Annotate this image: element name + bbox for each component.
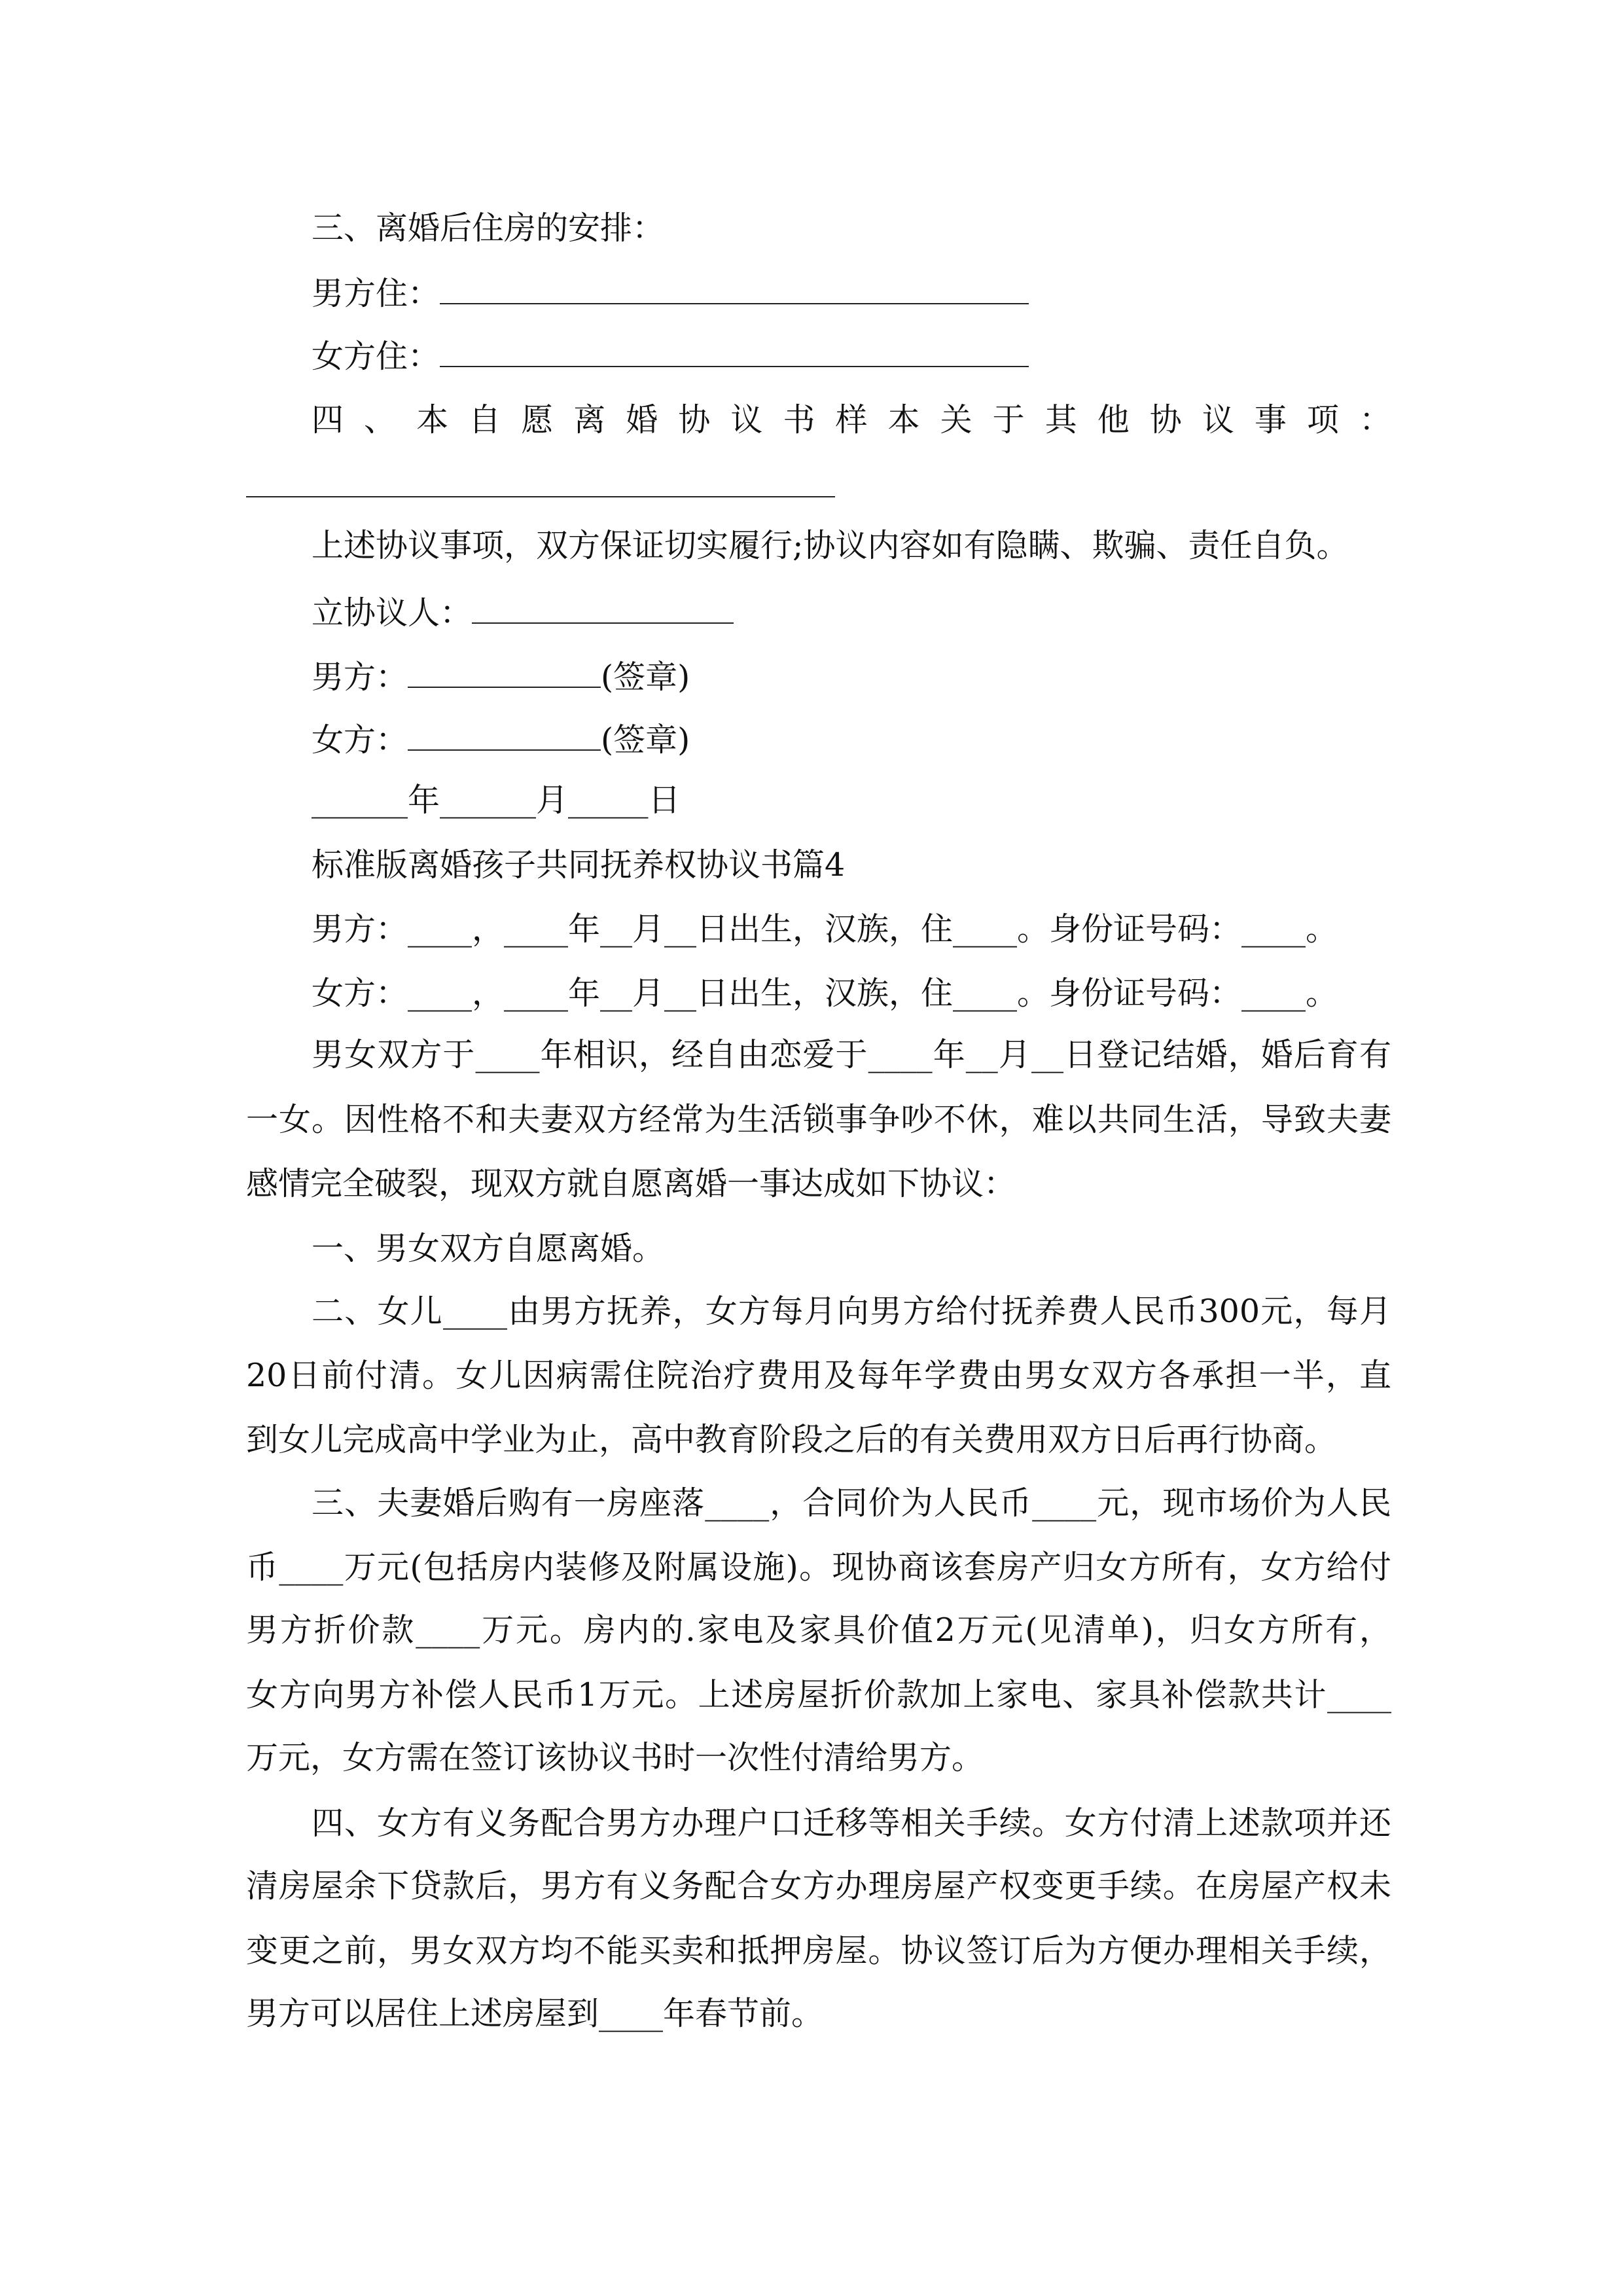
text-line <box>312 1035 1391 1075</box>
line-text: 女方：____，____年__月__日出生，汉族，住____。身份证号码：____。 <box>312 975 1338 1012</box>
line-text: ______年______月_____日 <box>312 781 681 819</box>
line-text: 男方可以居住上述房屋到____年春节前。 <box>246 1995 824 2032</box>
line-text: 标准版离婚孩子共同抚养权协议书篇4 <box>312 846 846 884</box>
text-line <box>246 1356 1391 1395</box>
line-text: 男女双方于____年相识，经自由恋爱于____年__月__日登记结婚，婚后育有 <box>312 1036 1391 1073</box>
line-text: 男方：____，____年__月__日出生，汉族，住____。身份证号码：____。 <box>312 910 1338 948</box>
line-text: 变更之前，男女双方均不能买卖和抵押房屋。协议签订后为方便办理相关手续， <box>246 1932 1391 1969</box>
line-text: 万元，女方需在签订该协议书时一次性付清给男方。 <box>246 1739 984 1776</box>
text-line <box>312 334 1391 376</box>
line-text: 男方折价款____万元。房内的.家电及家具价值2万元(见清单)，归女方所有， <box>246 1611 1391 1649</box>
seal-label: (签章) <box>601 658 690 696</box>
seal-label: (签章) <box>601 721 690 759</box>
text-line <box>246 1867 1391 1906</box>
fill-in-blank <box>440 272 1029 304</box>
line-text: 男方： <box>312 658 408 696</box>
text-line <box>312 781 1391 820</box>
text-line <box>312 1484 1391 1523</box>
line-text: 三、离婚后住房的安排： <box>312 209 665 247</box>
text-line <box>246 1611 1391 1650</box>
line-text: 女方： <box>312 721 408 759</box>
text-line <box>246 1420 1391 1460</box>
text-line <box>312 1292 1391 1331</box>
text-line <box>312 910 1391 949</box>
blank-line-other-matters <box>246 496 835 497</box>
fill-in-blank <box>408 655 601 688</box>
line-text: 四、本自愿离婚协议书样本关于其他协议事项： <box>312 401 1391 439</box>
line-text: 感情完全破裂，现双方就自愿离婚一事达成如下协议： <box>246 1165 1016 1202</box>
line-text: 币____万元(包括房内装修及附属设施)。现协商该套房产归女方所有，女方给付 <box>246 1549 1391 1586</box>
line-text: 一女。因性格不和夫妻双方经常为生活锁事争吵不休，难以共同生活，导致夫妻 <box>246 1101 1391 1138</box>
fill-in-blank <box>472 591 734 624</box>
line-text: 男方住： <box>312 275 440 312</box>
text-line <box>312 655 1391 697</box>
line-text: 女方住： <box>312 338 440 375</box>
text-line <box>246 1676 1391 1715</box>
text-line <box>312 401 1391 440</box>
line-text: 一、男女双方自愿离婚。 <box>312 1230 665 1267</box>
line-text: 到女儿完成高中学业为止，高中教育阶段之后的有关费用双方日后再行协商。 <box>246 1421 1337 1458</box>
text-line <box>246 1100 1391 1139</box>
text-line <box>312 591 1391 633</box>
text-line <box>246 1738 1391 1778</box>
line-text: 上述协议事项，双方保证切实履行;协议内容如有隐瞒、欺骗、责任自负。 <box>312 527 1349 564</box>
text-line <box>312 209 1391 248</box>
fill-in-blank <box>408 718 601 751</box>
text-line <box>312 718 1391 760</box>
line-text: 三、夫妻婚后购有一房座落____，合同价为人民币____元，现市场价为人民 <box>312 1484 1391 1522</box>
text-line <box>246 1548 1391 1587</box>
text-line <box>312 1229 1391 1268</box>
text-line <box>246 1994 1391 2034</box>
line-text: 四、女方有义务配合男方办理户口迁移等相关手续。女方付清上述款项并还 <box>312 1804 1391 1842</box>
line-text: 清房屋余下贷款后，男方有义务配合女方办理房屋产权变更手续。在房屋产权未 <box>246 1867 1391 1905</box>
line-text: 20日前付清。女儿因病需住院治疗费用及每年学费由男女双方各承担一半，直 <box>246 1357 1391 1394</box>
text-line <box>312 1804 1391 1843</box>
text-line <box>246 1164 1391 1204</box>
text-line <box>312 526 1391 565</box>
text-line <box>312 846 1391 885</box>
line-text: 二、女儿____由男方抚养，女方每月向男方给付抚养费人民币300元，每月 <box>312 1293 1391 1330</box>
text-line <box>246 1931 1391 1971</box>
line-text: 女方向男方补偿人民币1万元。上述房屋折价款加上家电、家具补偿款共计____ <box>246 1676 1391 1713</box>
text-line <box>312 272 1391 314</box>
fill-in-blank <box>440 334 1029 367</box>
line-text: 立协议人： <box>312 594 473 632</box>
text-line <box>312 974 1391 1013</box>
